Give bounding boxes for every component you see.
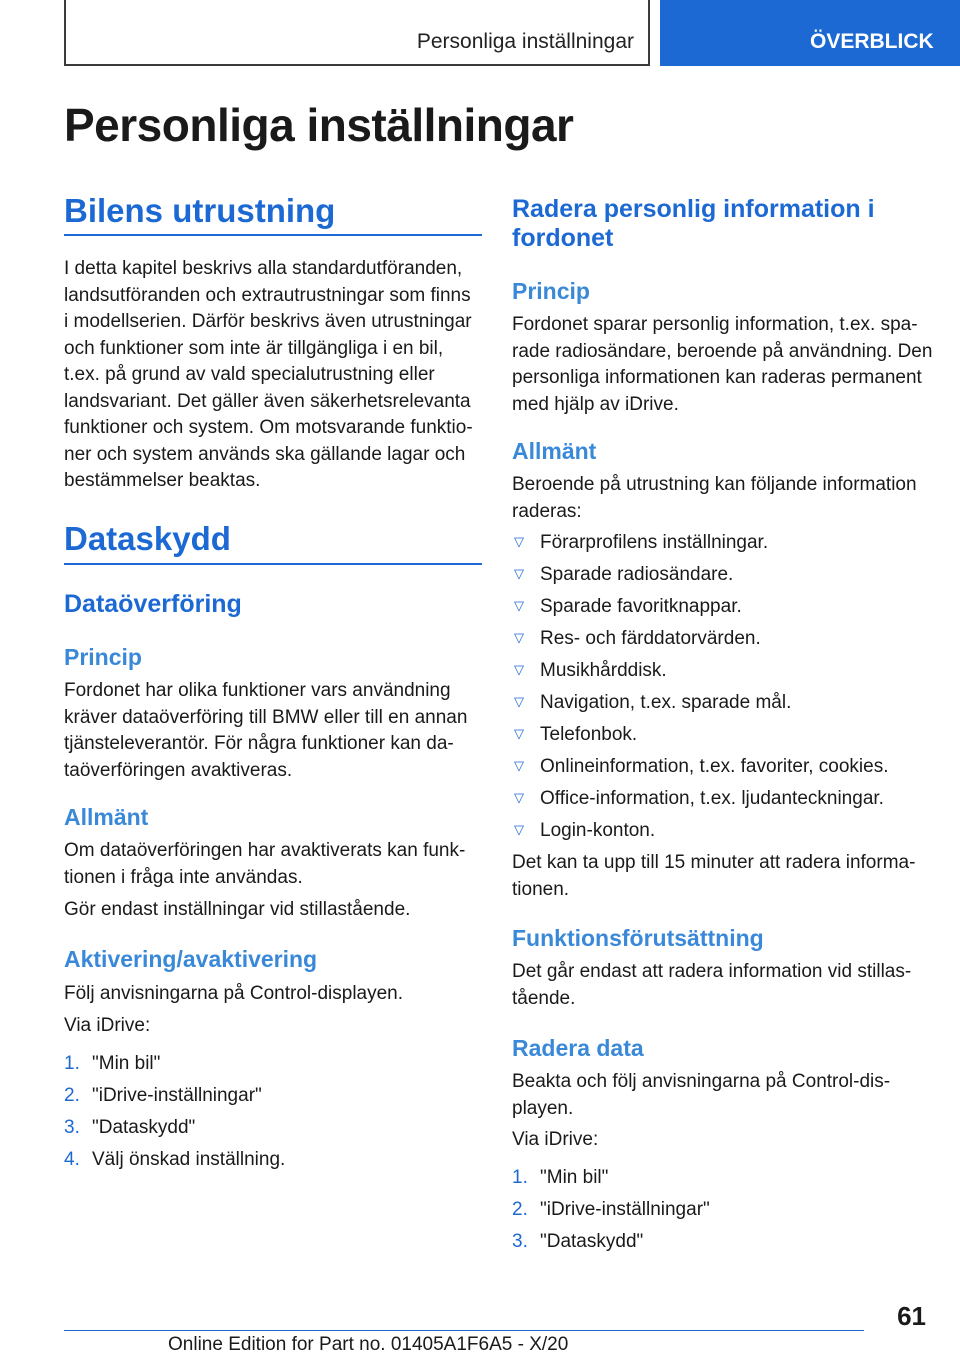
list-item: ▽ Musikhårddisk. (512, 658, 667, 685)
triangle-bullet-icon: ▽ (514, 662, 524, 677)
heading-rule (64, 563, 482, 565)
list-item: 4. Välj önskad inställning. (64, 1149, 286, 1170)
triangle-bullet-icon: ▽ (514, 694, 524, 709)
list-item: ▽ Onlineinformation, t.ex. favoriter, cookies. (512, 754, 889, 781)
triangle-bullet-icon: ▽ (514, 790, 524, 805)
paragraph-aktivering: Följ anvisningarna på Control-displayen. (64, 983, 404, 1004)
paragraph-princip: Fordonet sparar personlig information, t.ex. spa- rade radiosändare, beroende på användning. Den personliga informationen kan raderas permanent med hjälp av iDrive. (512, 314, 933, 415)
paragraph-radera-data: Beakta och följ anvisningarna på Control-dis- playen. (512, 1071, 891, 1119)
list-item: ▽ Sparade radiosändare. (512, 562, 733, 589)
paragraph-allmant: Beroende på utrustning kan följande information raderas: (512, 474, 917, 522)
heading-dataskydd: Dataskydd (64, 520, 231, 557)
list-item: ▽ Telefonbok. (512, 722, 637, 749)
triangle-bullet-icon: ▽ (514, 822, 524, 837)
paragraph-funktionsforutsattning: Det går endast att radera information vid stillas- tående. (512, 961, 912, 1009)
paragraph-via-idrive: Via iDrive: (64, 1015, 151, 1036)
list-item: ▽ Office-information, t.ex. ljudanteckningar. (512, 786, 884, 813)
heading-aktivering: Aktivering/avaktivering (64, 946, 318, 972)
heading-bilens-utrustning: Bilens utrustning (64, 192, 336, 229)
footer-edition-text: Online Edition for Part no. 01405A1F6A5 - X/20 (168, 1334, 569, 1355)
triangle-bullet-icon: ▽ (514, 534, 524, 549)
paragraph-via-idrive: Via iDrive: (512, 1129, 599, 1150)
list-item: ▽ Navigation, t.ex. sparade mål. (512, 690, 791, 717)
list-item: 2. "iDrive-inställningar" (64, 1085, 262, 1106)
triangle-bullet-icon: ▽ (514, 630, 524, 645)
footer-rule (64, 1330, 864, 1331)
triangle-bullet-icon: ▽ (514, 598, 524, 613)
heading-rule (64, 234, 482, 236)
paragraph-bilens-utrustning: I detta kapitel beskrivs alla standardutföranden, landsutföranden och extrautrustningar som finns i modellserien. Därför beskrivs även utrustningar och funktioner som inte är tillgängliga i en bil, t.ex. på grund av vald specialutrustning eller landsvariant. Det gäller även säkerhetsrelevanta funktioner och system. Om motsvarande funktio- ner och system används ska gällande lagar och bestämmelser beaktas. (64, 258, 473, 491)
heading-allmant: Allmänt (64, 804, 149, 830)
heading-radera-data: Radera data (512, 1035, 644, 1061)
list-item: 2. "iDrive-inställningar" (512, 1199, 710, 1220)
heading-allmant: Allmänt (512, 438, 597, 464)
header-section-box (64, 0, 650, 66)
heading-princip: Princip (64, 644, 142, 670)
paragraph-allmant: Om dataöverföringen har avaktiverats kan funk- tionen i fråga inte användas. (64, 840, 466, 888)
header-tab-overblick[interactable] (660, 0, 960, 66)
heading-funktionsforutsattning: Funktionsförutsättning (512, 925, 764, 951)
list-item: ▽ Login-konton. (512, 818, 655, 845)
triangle-bullet-icon: ▽ (514, 566, 524, 581)
list-item: 3. "Dataskydd" (64, 1117, 196, 1138)
page-number: 61 (897, 1301, 926, 1331)
list-item: 1. "Min bil" (512, 1167, 609, 1188)
page-title: Personliga inställningar (64, 99, 574, 151)
header-tab-label: ÖVERBLICK (810, 30, 934, 53)
paragraph-princip: Fordonet har olika funktioner vars användning kräver dataöverföring till BMW eller till en annan tjänsteleverantör. För några funktioner kan da- taöverföringen avaktiveras. (64, 680, 468, 781)
heading-dataoverforing: Dataöverföring (64, 590, 242, 618)
list-item: 1. "Min bil" (64, 1053, 161, 1074)
list-item: 3. "Dataskydd" (512, 1231, 644, 1252)
header-section-label: Personliga inställningar (416, 30, 634, 53)
list-item: ▽ Res- och färddatorvärden. (512, 626, 761, 653)
paragraph-stillastaende: Gör endast inställningar vid stillastående. (64, 899, 411, 920)
heading-princip: Princip (512, 278, 590, 304)
list-item: ▽ Förarprofilens inställningar. (512, 530, 768, 557)
triangle-bullet-icon: ▽ (514, 758, 524, 773)
paragraph-delete-time: Det kan ta upp till 15 minuter att radera informa- tionen. (512, 852, 916, 900)
list-item: ▽ Sparade favoritknappar. (512, 594, 742, 621)
heading-radera-personlig-information: Radera personlig information i fordonet (512, 195, 875, 252)
triangle-bullet-icon: ▽ (514, 726, 524, 741)
